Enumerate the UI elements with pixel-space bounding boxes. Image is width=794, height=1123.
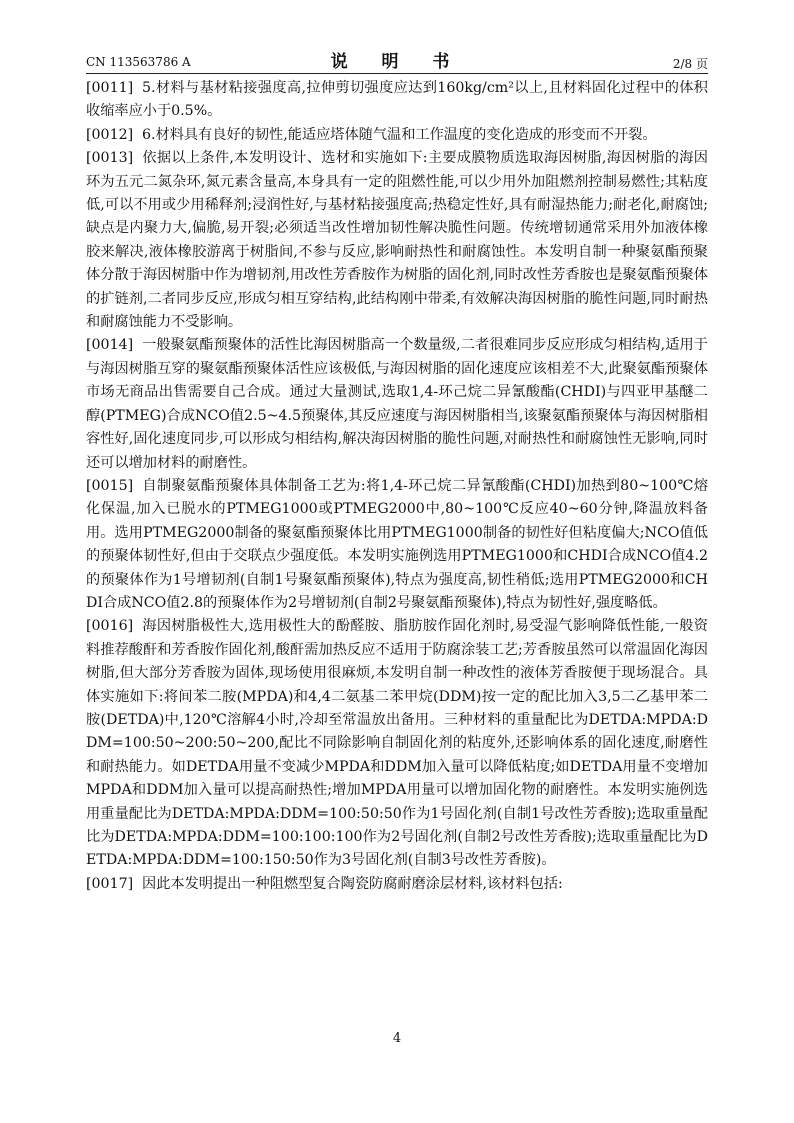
paragraph-number: [0012] bbox=[86, 126, 134, 143]
paragraph-0014 bbox=[86, 334, 708, 474]
paragraph-0011 bbox=[86, 77, 708, 124]
paragraph-0016 bbox=[86, 615, 708, 872]
document-body bbox=[86, 77, 708, 896]
publication-number: CN 113563786 A bbox=[86, 55, 191, 69]
paragraph-text: 自制聚氨酯预聚体具体制备工艺为:将1,4-环己烷二异氰酸酯(CHDI)加热到80~100℃熔化保温,加入已脱水的PTMEG1000或PTMEG2000中,80~100℃反应40~60分钟,降温放料备用。选用PTMEG2000制备的聚氨酯预聚体比用PTMEG1000制备的韧性好但粘度偏大;NCO值低的预聚体韧性好,但由于交联点少强度低。本发明实施例选用PTMEG1000和CHDI合成NCO值4.2的预聚体作为1号增韧剂(自制1号聚氨酯预聚体),特点为强度高,韧性稍低;选用PTMEG2000和CHDI合成NCO值2.8的预聚体作为2号增韧剂(自制2号聚氨酯预聚体),特点为韧性好,强度略低。 bbox=[86, 477, 708, 611]
paragraph-text: 因此本发明提出一种阻燃型复合陶瓷防腐耐磨涂层材料,该材料包括: bbox=[142, 875, 563, 892]
page-header bbox=[86, 47, 708, 73]
paragraph-0015 bbox=[86, 475, 708, 615]
header-rule bbox=[86, 73, 708, 74]
paragraph-number: [0014] bbox=[86, 337, 134, 354]
paragraph-number: [0015] bbox=[86, 477, 134, 494]
page-number: 4 bbox=[392, 1031, 402, 1046]
paragraph-text: 海因树脂极性大,选用极性大的酚醛胺、脂肪胺作固化剂时,易受湿气影响降低性能,一般资料推荐酸酐和芳香胺作固化剂,酸酐需加热反应不适用于防腐涂装工艺;芳香胺虽然可以常温固化海因树脂,但大部分芳香胺为固体,现场使用很麻烦,本发明自制一种改性的液体芳香胺便于现场混合。具体实施如下:将间苯二胺(MPDA)和4,4二氨基二苯甲烷(DDM)按一定的配比加入3,5二乙基甲苯二胺(DETDA)中,120℃溶解4小时,冷却至常温放出备用。三种材料的重量配比为DETDA:MPDA:DDM=100:50~200:50~200,配比不同除影响自制固化剂的粘度外,还影响体系的固化速度,耐磨性和耐热能力。如DETDA用量不变减少MPDA和DDM加入量可以降低粘度;如DETDA用量不变增加MPDA和DDM加入量可以提高耐热性;增加MPDA用量可以增加固化物的耐磨性。本发明实施例选用重量配比为DETDA:MPDA:DDM=100:50:50作为1号固化剂(自制1号改性芳香胺);选取重量配比为DETDA:MPDA:DDM=100:100:100作为2号固化剂(自制2号改性芳香胺);选取重量配比为DETDA:MPDA:DDM=100:150:50作为3号固化剂(自制3号改性芳香胺)。 bbox=[86, 618, 708, 869]
paragraph-0012 bbox=[86, 124, 708, 147]
paragraph-number: [0017] bbox=[86, 875, 134, 892]
paragraph-0013 bbox=[86, 147, 708, 334]
paragraph-number: [0011] bbox=[86, 80, 134, 96]
paragraph-text: 5.材料与基材粘接强度高,拉伸剪切强度应达到160kg/cm²以上,且材料固化过程中的体积收缩率应小于0.5%。 bbox=[86, 80, 708, 120]
paragraph-number: [0016] bbox=[86, 618, 134, 635]
paragraph-0017 bbox=[86, 873, 708, 896]
paragraph-number: [0013] bbox=[86, 150, 134, 167]
paragraph-text: 6.材料具有良好的韧性,能适应塔体随气温和工作温度的变化造成的形变而不开裂。 bbox=[142, 126, 657, 143]
paragraph-text: 依据以上条件,本发明设计、选材和实施如下:主要成膜物质选取海因树脂,海因树脂的海因环为五元二氮杂环,氮元素含量高,本身具有一定的阻燃性能,可以少用外加阻燃剂控制易燃性;其粘度低,可以不用或少用稀释剂;浸润性好,与基材粘接强度高;热稳定性好,具有耐湿热能力;耐老化,耐腐蚀;缺点是内聚力大,偏脆,易开裂;必须适当改性增加韧性解决脆性问题。传统增韧通常采用外加液体橡胶来解决,液体橡胶游离于树脂间,不参与反应,影响耐热性和耐腐蚀性。本发明自制一种聚氨酯预聚体分散于海因树脂中作为增韧剂,用改性芳香胺作为树脂的固化剂,同时改性芳香胺也是聚氨酯预聚体的扩链剂,二者同步反应,形成匀相互穿结构,此结构刚中带柔,有效解决海因树脂的脆性问题,同时耐热和耐腐蚀能力不受影响。 bbox=[86, 150, 708, 331]
paragraph-text: 一般聚氨酯预聚体的活性比海因树脂高一个数量级,二者很难同步反应形成匀相结构,适用于与海因树脂互穿的聚氨酯预聚体活性应该极低,与海因树脂的固化速度应该相差不大,此聚氨酯预聚体市场无商品出售需要自己合成。通过大量测试,选取1,4-环己烷二异氰酸酯(CHDI)与四亚甲基醚二醇(PTMEG)合成NCO值2.5~4.5预聚体,其反应速度与海因树脂相当,该聚氨酯预聚体与海因树脂相容性好,固化速度同步,可以形成匀相结构,解决海因树脂的脆性问题,对耐热性和耐腐蚀性无影响,同时还可以增加材料的耐磨性。 bbox=[86, 337, 708, 471]
document-title: 说 明 书 bbox=[330, 52, 464, 72]
page-indicator: 2/8 页 bbox=[672, 57, 708, 71]
